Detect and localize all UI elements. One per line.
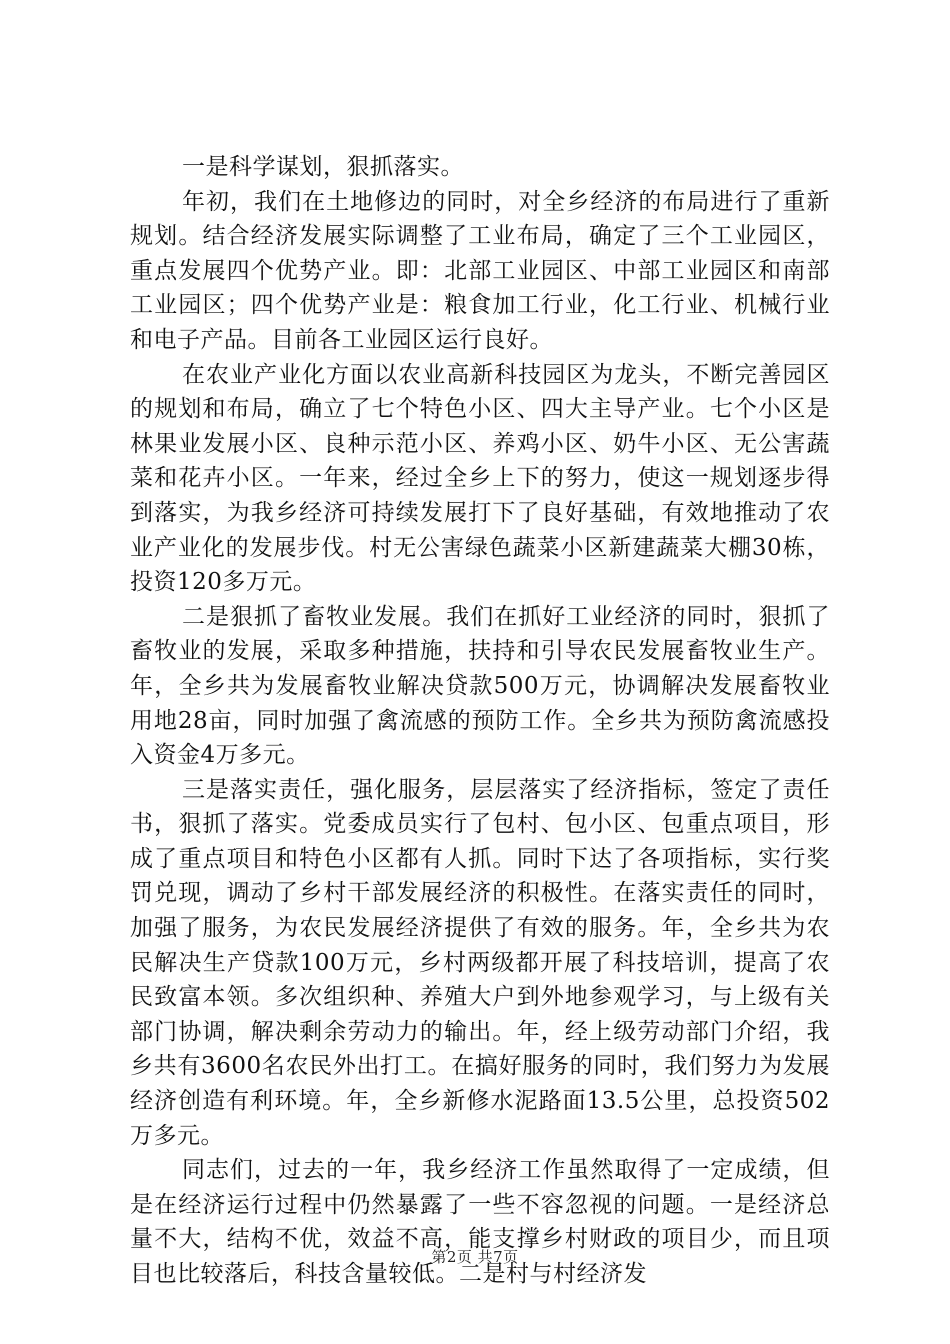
paragraph-3: 在农业产业化方面以农业高新科技园区为龙头，不断完善园区的规划和布局，确立了七个特色小区、四大主导产业。七个小区是林果业发展小区、良种示范小区、养鸡小区、奶牛小区、无公害蔬菜和花卉小区。一年来，经过全乡上下的努力，使这一规划逐步得到落实，为我乡经济可持续发展打下了良好基础，有效地推动了农业产业化的发展步伐。村无公害绿色蔬菜小区新建蔬菜大棚30栋，投资120多万元。 [130,361,830,596]
paragraph-1: 一是科学谋划，狠抓落实。 [182,154,464,180]
document-body [130,150,830,1292]
page-footer: 第2页 共7页 [431,1248,519,1266]
paragraph-4: 二是狠抓了畜牧业发展。我们在抓好工业经济的同时，狠抓了畜牧业的发展，采取多种措施，扶持和引导农民发展畜牧业生产。年，全乡共为发展畜牧业解决贷款500万元，协调解决发展畜牧业用地28亩，同时加强了禽流感的预防工作。全乡共为预防禽流感投入资金4万多元。 [130,603,830,769]
paragraph-5: 三是落实责任，强化服务，层层落实了经济指标，签定了责任书，狠抓了落实。党委成员实行了包村、包小区、包重点项目，形成了重点项目和特色小区都有人抓。同时下达了各项指标，实行奖罚兑现，调动了乡村干部发展经济的积极性。在落实责任的同时，加强了服务，为农民发展经济提供了有效的服务。年，全乡共为农民解决生产贷款100万元，乡村两级都开展了科技培训，提高了农民致富本领。多次组织种、养殖大户到外地参观学习，与上级有关部门协调，解决剩余劳动力的输出。年，经上级劳动部门介绍，我乡共有3600名农民外出打工。在搞好服务的同时，我们努力为发展经济创造有利环境。年，全乡新修水泥路面13.5公里，总投资502万多元。 [130,776,830,1149]
paragraph-2: 年初，我们在土地修边的同时，对全乡经济的布局进行了重新规划。结合经济发展实际调整了工业布局，确定了三个工业园区，重点发展四个优势产业。即：北部工业园区、中部工业园区和南部工业园区；四个优势产业是：粮食加工行业，化工行业、机械行业和电子产品。目前各工业园区运行良好。 [130,188,830,353]
paragraph-6: 同志们，过去的一年，我乡经济工作虽然取得了一定成绩，但是在经济运行过程中仍然暴露了一些不容忽视的问题。一是经济总量不大，结构不优，效益不高，能支撑乡村财政的项目少，而且项目也比较落后，科技含量较低。二是村与村经济发 [130,1157,830,1287]
